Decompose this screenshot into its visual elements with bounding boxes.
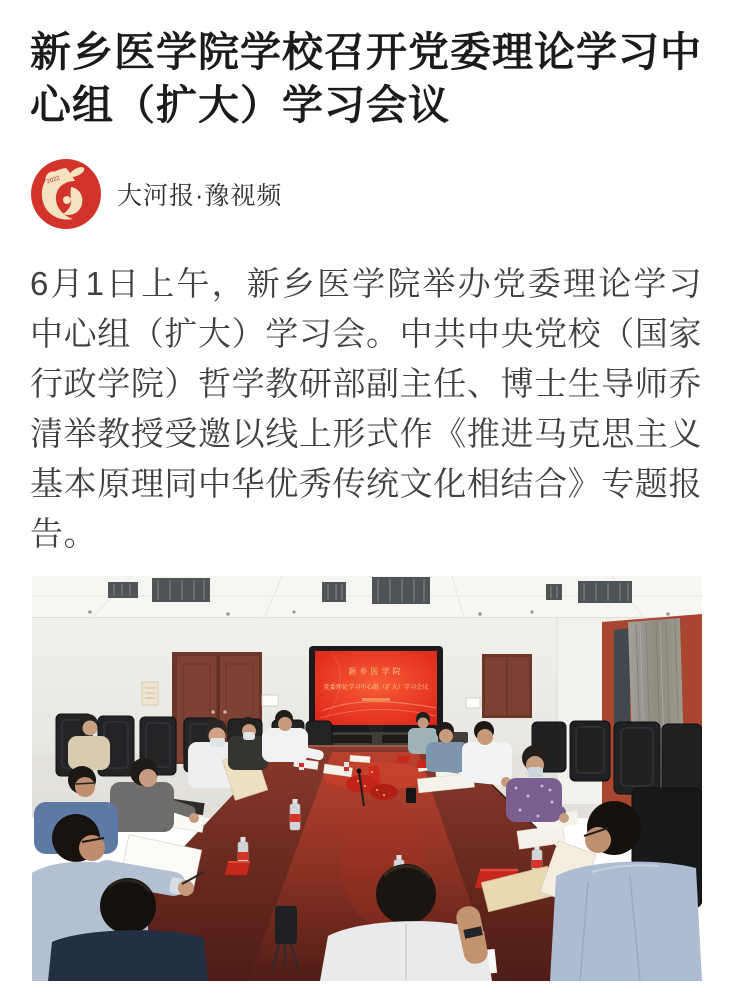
screen-title-line2: 党委理论学习中心组（扩大）学习会议	[323, 684, 429, 691]
ceiling	[32, 576, 702, 618]
screen-title-line1: 新乡医学院	[348, 667, 404, 676]
meeting-room-photo	[32, 576, 702, 981]
wall-sign	[142, 682, 158, 705]
logo-year-text: 2022	[46, 175, 61, 186]
right-door	[482, 654, 532, 718]
article-title: 新乡医学院学校召开党委理论学习中心组（扩大）学习会议	[30, 29, 702, 128]
article-body: 6月1日上午，新乡医学院举办党委理论学习中心组（扩大）学习会。中共中央党校（国家行政学院）哲学教研部副主任、博士生导师乔清举教授受邀以线上形式作《推进马克思主义基本原理同中华优秀传统文化相结合》专题报告。	[30, 265, 702, 552]
dahe-daily-logo-icon	[30, 158, 102, 230]
publisher-name: 大河报·豫视频	[117, 182, 283, 210]
article-photo[interactable]	[32, 576, 702, 981]
publisher-row[interactable]	[30, 158, 702, 230]
article-page	[0, 26, 732, 981]
